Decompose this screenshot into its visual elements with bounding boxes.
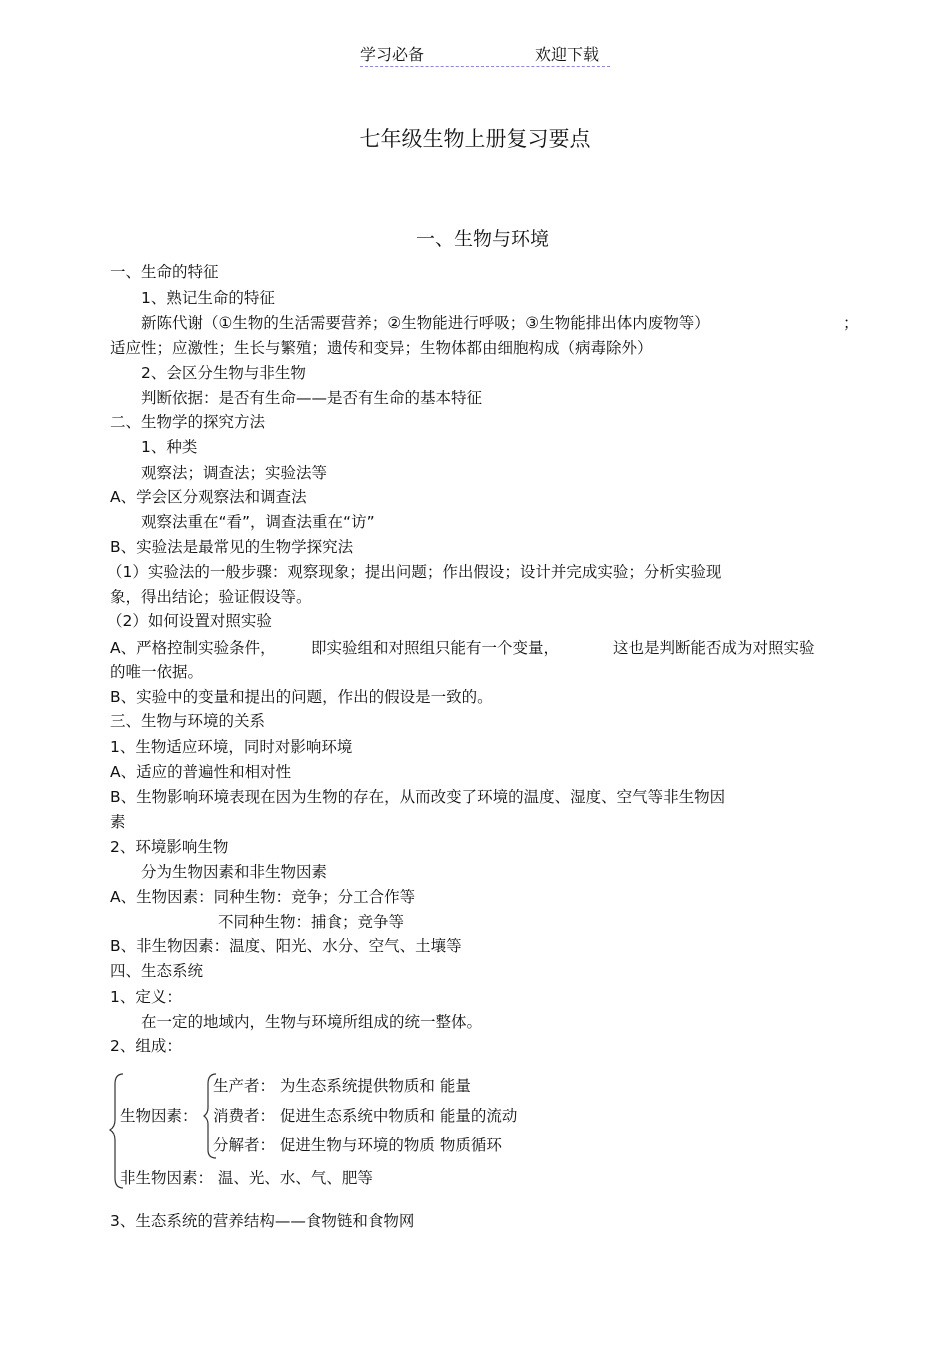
text-line: B、非生物因素：温度、阳光、水分、空气、土壤等 (110, 937, 462, 955)
text-line: 观察法重在“看”，调查法重在“访” (141, 513, 375, 531)
text-line: 这也是判断能否成为对照实验 (613, 639, 815, 657)
text-line: 的唯一依据。 (110, 663, 204, 681)
text-line: A、适应的普遍性和相对性 (110, 763, 292, 781)
text-line: 1、种类 (141, 438, 198, 456)
text-line: B、实验法是最常见的生物学探究法 (110, 538, 354, 556)
text-line: A、严格控制实验条件， (110, 639, 276, 657)
text-line: B、生物影响环境表现在因为生物的存在，从而改变了环境的温度、湿度、空气等非生物因 (110, 788, 726, 806)
text-line: （2）如何设置对照实验 (107, 612, 272, 630)
header-left: 学习必备 (360, 45, 425, 64)
text-line: 在一定的地域内，生物与环境所组成的统一整体。 (141, 1013, 483, 1031)
text-line: 三、生物与环境的关系 (110, 712, 266, 730)
text-line: 2、环境影响生物 (110, 838, 229, 856)
text-line: 新陈代谢（①生物的生活需要营养；②生物能进行呼吸；③生物能排出体内废物等） (141, 314, 710, 332)
text-line: 分为生物因素和非生物因素 (141, 863, 328, 881)
text-line: 四、生态系统 (110, 962, 204, 980)
text-line: A、生物因素：同种生物：竞争；分工合作等 (110, 888, 416, 906)
text-line: 观察法；调查法；实验法等 (141, 464, 328, 482)
text-line: 1、生物适应环境，同时对影响环境 (110, 738, 353, 756)
text-line: 即实验组和对照组只能有一个变量， (311, 639, 560, 657)
text-line: B、实验中的变量和提出的问题，作出的假设是一致的。 (110, 688, 493, 706)
section-title: 一、生物与环境 (415, 228, 549, 250)
text-line: 一、生命的特征 (110, 263, 219, 281)
text-line: （1）实验法的一般步骤：观察现象；提出问题；作出假设；设计并完成实验；分析实验现 (107, 563, 722, 581)
text-line: 3、生态系统的营养结构——食物链和食物网 (110, 1212, 415, 1230)
text-line: 象，得出结论；验证假设等。 (110, 588, 312, 606)
document-title: 七年级生物上册复习要点 (359, 127, 591, 151)
bio-factor-label: 生物因素： (120, 1107, 198, 1125)
text-line: 素 (110, 813, 126, 831)
text-line: 适应性；应激性；生长与繁殖；遗传和变异；生物体都由细胞构成（病毒除外） (110, 339, 653, 357)
text-line: 二、生物学的探究方法 (110, 413, 266, 431)
text-line: ； (843, 314, 859, 332)
text-line: A、学会区分观察法和调查法 (110, 488, 307, 506)
text-line: 判断依据：是否有生命——是否有生命的基本特征 (141, 389, 483, 407)
text-line: 1、熟记生命的特征 (141, 289, 275, 307)
text-line: 不同种生物：捕食；竞争等 (218, 913, 405, 931)
header-right: 欢迎下载 (535, 45, 600, 64)
consumer-line: 消费者： 促进生态系统中物质和 能量的流动 (213, 1107, 518, 1125)
decomposer-line: 分解者： 促进生物与环境的物质 物质循环 (213, 1136, 502, 1154)
producer-line: 生产者： 为生态系统提供物质和 能量 (213, 1077, 471, 1095)
abiotic-factor-line: 非生物因素： 温、光、水、气、肥等 (120, 1169, 373, 1187)
text-line: 2、会区分生物与非生物 (141, 364, 306, 382)
text-line: 1、定义： (110, 988, 182, 1006)
text-line: 2、组成： (110, 1037, 182, 1055)
